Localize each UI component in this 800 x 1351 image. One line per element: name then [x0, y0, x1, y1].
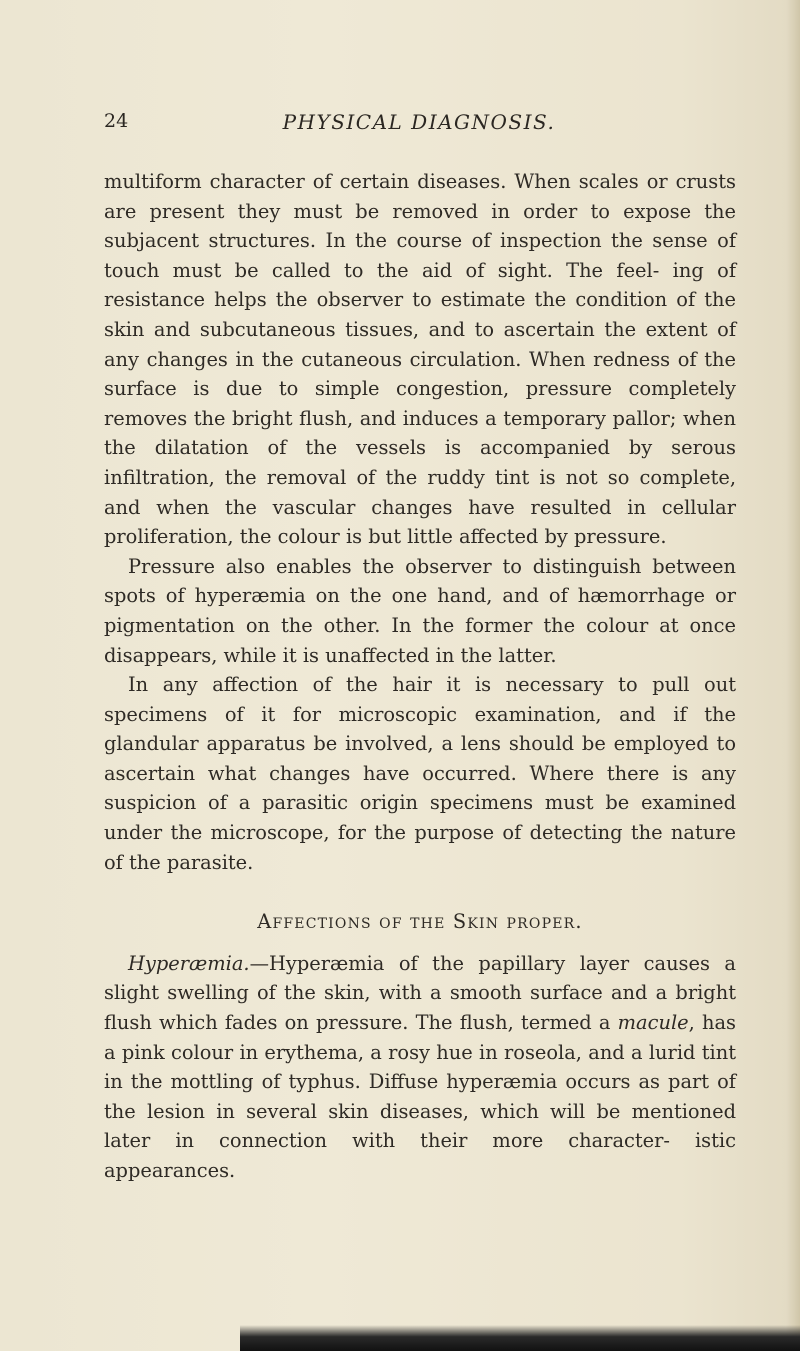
paragraph-4-text-b: , has a pink colour in erythema, a rosy hue in roseola, and a lurid tint in the mottling of typhus. Diffuse hyperæmia occurs as part of the lesion in several skin diseases, which will be mentioned later in connection with their more character- istic appearances. [104, 1011, 737, 1182]
paragraph-3: In any affection of the hair it is necessary to pull out specimens of it for microscopic examination, and if the glandular apparatus be involved, a lens should be employed to ascertain what changes have occurred. Where there is any suspicion of a parasitic origin specimens must be examined under the microscope, for the purpose of detecting the nature of the parasite. [104, 673, 736, 874]
paragraph-4-text-a: —Hyperæmia of the papillary layer causes a slight swelling of the skin, with a smooth surface and a bright flush which fades on pressure. The flush, termed a [104, 951, 736, 1035]
section-heading: Affections of the Skin proper. [257, 910, 583, 934]
running-head: PHYSICAL DIAGNOSIS. [282, 110, 556, 134]
page-number: 24 [104, 110, 129, 132]
paragraph-4-term: macule [617, 1011, 689, 1035]
paragraph-2: Pressure also enables the observer to distinguish between spots of hyperæmia on the one hand, and of hæmorrhage or pigmentation on the other. In the former the colour at once disappears, while it is unaffected in the latter. [104, 554, 736, 667]
page-header [104, 110, 734, 140]
paragraph-4-lead: Hyperæmia. [128, 951, 250, 975]
body-text [104, 167, 736, 1186]
page-edge-shadow [786, 0, 800, 1351]
scan-bottom-edge [240, 1325, 800, 1351]
paragraph-1: multiform character of certain diseases. When scales or crusts are present they must be removed in order to expose the subjacent structures. In the course of inspection the sense of touch must be called to the aid of sight. The feel- ing of resistance helps the observer to estimate the condition of the skin and subcutaneous tissues, and to ascertain the extent of any changes in the cutaneous circulation. When redness of the surface is due to simple congestion, pressure completely removes the bright flush, and induces a temporary pallor; when the dilatation of the vessels is accompanied by serous infiltration, the removal of the ruddy tint is not so complete, and when the vascular changes have resulted in cellular proliferation, the colour is but little affected by pressure. [104, 170, 736, 549]
paragraph-4 [104, 949, 736, 1186]
